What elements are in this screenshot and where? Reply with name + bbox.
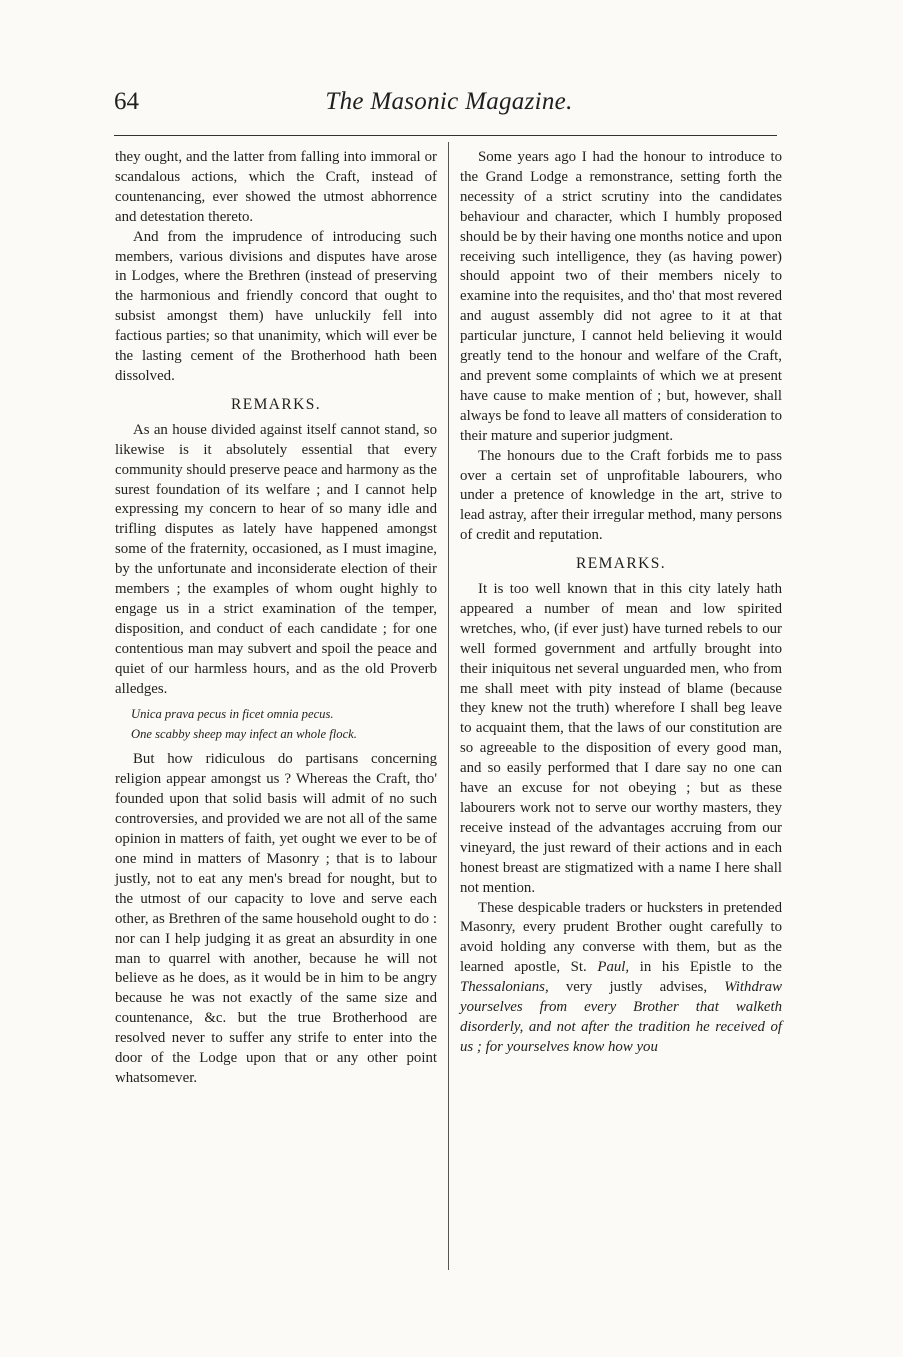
proverb-latin: Unica prava pecus in ficet omnia pecus. — [131, 707, 334, 722]
right-paragraph-4 — [460, 899, 782, 1058]
proverb-quote — [115, 704, 437, 744]
right-paragraph-2: The honours due to the Craft forbids me to pass over a certain set of unprofitable labourers, who under a pretence of knowledge in the art, strive to lead astray, after their irregular method, many persons of credit and reputation. — [460, 447, 782, 544]
right-paragraph-3: It is too well known that in this city lately hath appeared a number of mean and low spirited wretches, who, (if ever just) have turned rebels to our well formed government and artfully brought into their iniquitous net several unguarded men, who from me shall meet with pity instead of blame (because they knew not the truth) wherefore I shall beg leave to acquaint them, that the laws of our constitution are so agreeable to the disposition of every good man, and so easily performed that I dare say no one can have an excuse for not obeying ; but as these labourers work not to serve our worthy masters, they receive instead of the advantages accruing from our vineyard, the just reward of their actions and in each honest breast are stigmatized with a name I here shall not mention. — [460, 581, 782, 896]
proverb-english: One scabby sheep may infect an whole flock. — [131, 727, 357, 742]
column-divider — [448, 142, 449, 1270]
left-paragraph-3: As an house divided against itself cannot stand, so likewise is it absolutely essential that every community should preserve peace and harmony as the surest foundation of its welfare ; and I cannot help expressing my concern to hear of so many idle and trifling disputes as lately have happened amongst some of the fraternity, occasioned, as I must imagine, by the unfortunate and inconsiderate election of their members ; the examples of whom ought highly to engage us in a strict examination of the temper, disposition, and conduct of each candidate ; for one contentious man may subvert and spoil the peace and quiet of our harmless hours, and as the old Proverb alledges. — [115, 421, 437, 697]
right-column — [460, 148, 782, 1058]
right-paragraph-1: Some years ago I had the honour to introduce to the Grand Lodge a remonstrance, setting forth the necessity of a strict scrutiny into the candidates behaviour and character, which I humbly proposed should be by their having one months notice and upon receiving such intelligence, they (as having power) should appoint two of their members nicely to examine into the requisites, and tho' that most revered and august assembly did not agree to it at that particular juncture, I cannot held believing it would greatly tend to the honour and welfare of the Craft, and prevent some complaints of which we at present have cause to make mention of ; but, however, shall always be fond to leave all matters of consideration to their mature and superior judgment. — [460, 149, 782, 444]
p4-thessalonians: Thessalonians, — [460, 979, 549, 996]
header-rule — [114, 135, 777, 136]
page-header — [114, 88, 784, 124]
left-paragraph-2: And from the imprudence of introducing such members, various divisions and disputes have arose in Lodges, where the Brethren (instead of preserving the harmonious and friendly concord that ought to subsist amongst them) have unluckily fell into factious parties; so that unanimity, which will ever be the lasting cement of the Brotherhood hath been dissolved. — [115, 228, 437, 384]
right-remarks-heading: REMARKS. — [575, 555, 666, 573]
left-paragraph-1: they ought, and the latter from falling into immoral or scandalous actions, which the Craft, instead of countenancing, ever showed the utmost abhorrence and detestation thereto. — [115, 149, 437, 225]
running-title: The Masonic Magazine. — [325, 88, 573, 115]
left-remarks-heading: REMARKS. — [230, 395, 321, 413]
p4-text-c: very justly advises, — [548, 979, 725, 996]
p4-text-b: in his Epistle to the — [629, 959, 782, 976]
p4-text-a: These despicable traders or hucksters in pretended Masonry, every prudent Brother ought carefully to avoid holding any converse with them, but as the learned apostle, St. — [460, 899, 782, 976]
left-paragraph-4: But how ridiculous do partisans concerning religion appear amongst us ? Whereas the Craft, tho' founded upon that solid basis will admit of no such controversies, and provided we are not all of the same opinion in matters of faith, yet ought we ever to be of one mind in matters of Masonry ; that is to labour justly, not to eat any men's bread for nought, but to the utmost of our capacity to love and serve each other, as Brethren of the same household ought to do : nor can I help judging it as great an absurdity in one man to quarrel with another, because he will not believe as he does, as it would be in him to be angry because he was not exactly of the same size and countenance, &c. but the true Brotherhood are resolved never to suffer any strife to enter into the door of the Lodge upon that or any other point whatsomever. — [115, 751, 437, 1086]
page-number: 64 — [114, 88, 139, 115]
left-column — [115, 148, 437, 1089]
p4-paul: Paul, — [597, 959, 630, 976]
p4-scripture-quote: Withdraw yourselves from every Brother that walketh disorderly, and not after the tradition he received of us ; for yourselves know how you — [460, 979, 782, 1055]
